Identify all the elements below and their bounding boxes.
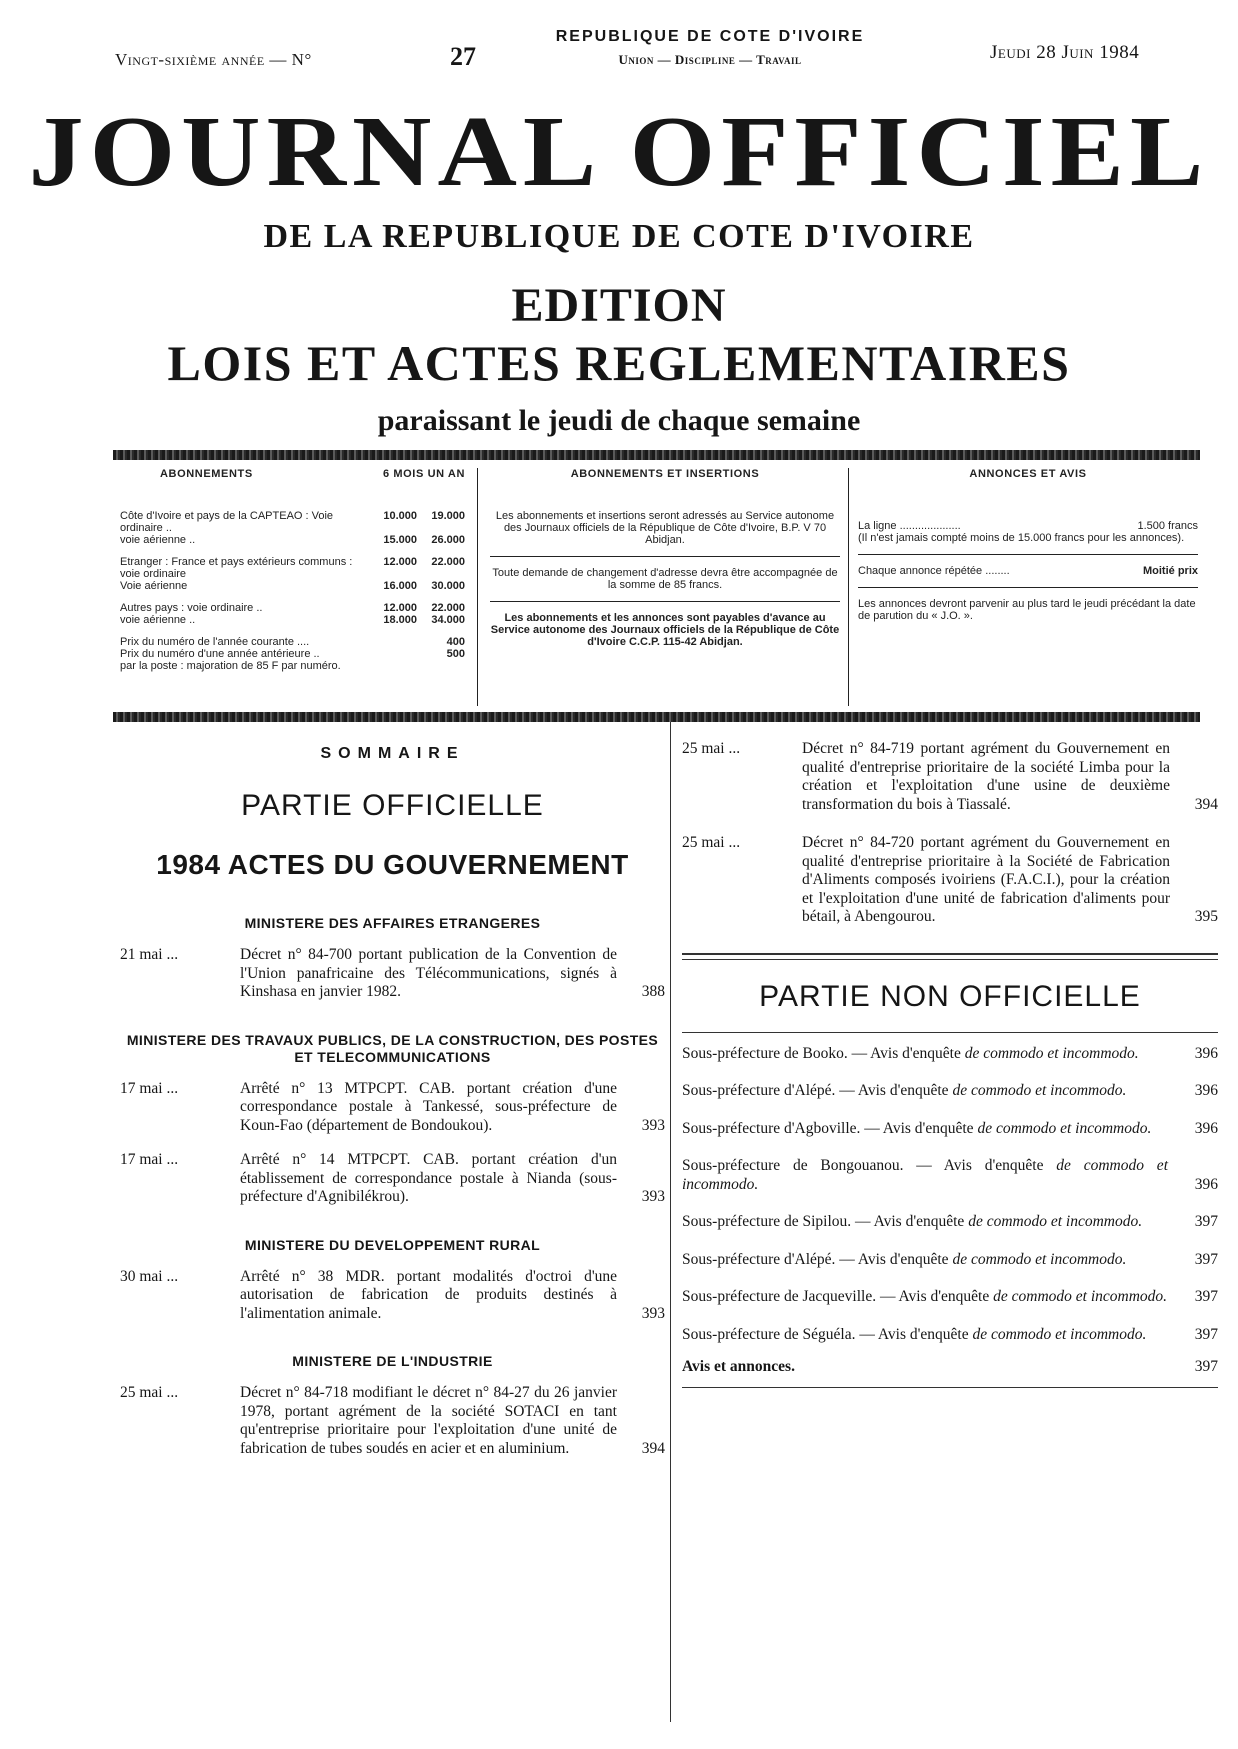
avis-text bbox=[682, 1213, 1168, 1232]
annonce-line-price: 1.500 francs bbox=[1137, 520, 1198, 532]
sommaire-entry bbox=[120, 1151, 665, 1207]
page-number: 395 bbox=[1194, 908, 1218, 925]
avis-place: Sous-préfecture de Jacqueville. — Avis d'enquête bbox=[682, 1288, 990, 1305]
sommaire-right-column bbox=[682, 740, 1218, 1388]
rates-table bbox=[120, 510, 465, 672]
ministry-heading: MINISTERE DES TRAVAUX PUBLICS, DE LA CONSTRUCTION, DES POSTES ET TELECOMMUNICATIONS bbox=[126, 1031, 659, 1065]
rate-row bbox=[120, 648, 465, 660]
avis-entry bbox=[682, 1120, 1218, 1139]
rate-row bbox=[120, 556, 465, 580]
avis-entry bbox=[682, 1082, 1218, 1101]
page-number: 394 bbox=[641, 1439, 665, 1457]
rate-row bbox=[120, 636, 465, 648]
rate-six-months: 15.000 bbox=[383, 534, 417, 546]
rate-label: Voie aérienne bbox=[120, 580, 188, 592]
page-number: 393 bbox=[641, 1188, 665, 1205]
ministries-list bbox=[120, 915, 665, 1458]
rate-six-months bbox=[369, 636, 417, 648]
subscriptions-header: ABONNEMENTS bbox=[160, 468, 253, 480]
section-rule bbox=[682, 1387, 1218, 1388]
journal-title: JOURNAL OFFICIEL bbox=[28, 94, 1210, 208]
subscriptions-period-header: 6 MOIS UN AN bbox=[383, 468, 465, 480]
annonce-repeat-label: Chaque annonce répétée ........ bbox=[858, 565, 1010, 577]
page-number: 397 bbox=[1194, 1325, 1218, 1343]
avis-commodo: de commodo et incommodo. bbox=[952, 1250, 1127, 1268]
avis-place: Sous-préfecture de Séguéla. — Avis d'enquête bbox=[682, 1325, 969, 1343]
box-divider bbox=[477, 468, 478, 706]
national-motto: Union — Discipline — Travail bbox=[618, 52, 802, 67]
rate-label: par la poste : majoration de 85 F par numéro. bbox=[120, 660, 341, 672]
box-divider bbox=[848, 468, 849, 706]
issue-year-label: Vingt-sixième année — N° bbox=[115, 50, 312, 69]
avis-text bbox=[682, 1045, 1168, 1064]
avis-entry bbox=[682, 1326, 1218, 1345]
entry-date: 25 mai ... bbox=[682, 740, 741, 757]
rate-one-year: 22.000 bbox=[431, 556, 465, 568]
sommaire-entry bbox=[120, 946, 665, 1002]
rate-six-months bbox=[369, 648, 417, 660]
annonce-repeat-price: Moitié prix bbox=[1142, 565, 1198, 577]
annonces-header: ANNONCES ET AVIS bbox=[969, 468, 1087, 480]
page-number: 396 bbox=[1194, 1119, 1218, 1137]
column-divider bbox=[670, 722, 671, 1722]
insertions-address: Les abonnements et insertions seront adressés au Service autonome des Journaux officiels de la République de Côte d'Ivoire, B.P. V 70 Abidjan. bbox=[495, 510, 835, 546]
rate-row bbox=[120, 534, 465, 546]
annonce-line-label: La ligne .................... bbox=[858, 520, 961, 532]
actes-heading: 1984 ACTES DU GOUVERNEMENT bbox=[156, 849, 629, 880]
rate-label: Etranger : France et pays extérieurs communs : voie ordinaire bbox=[120, 556, 353, 580]
rate-row bbox=[120, 580, 465, 592]
top-hatched-rule bbox=[113, 450, 1200, 460]
rate-label: voie aérienne .. bbox=[120, 534, 196, 546]
sommaire-heading: SOMMAIRE bbox=[320, 745, 465, 762]
avis-text bbox=[682, 1082, 1168, 1101]
entry-date: 21 mai ... bbox=[120, 946, 179, 963]
rate-row bbox=[120, 660, 465, 672]
avis-commodo: de commodo et incommodo. bbox=[968, 1213, 1143, 1230]
avis-entry bbox=[682, 1251, 1218, 1270]
avis-place: Sous-préfecture de Bongouanou. — Avis d'enquête bbox=[682, 1157, 1044, 1174]
entry-text: Décret n° 84-700 portant publication de la Convention de l'Union panafricaine des Télécommunications, signés à Kinshasa en janvier 1982. bbox=[240, 946, 617, 1000]
page-number: 396 bbox=[1194, 1044, 1218, 1062]
rate-label: Prix du numéro de l'année courante .... bbox=[120, 636, 310, 648]
entry-text: Arrêté n° 38 MDR. portant modalités d'octroi d'une autorisation de fabrication de produits destinés à l'alimentation animale. bbox=[240, 1267, 617, 1322]
avis-entry bbox=[682, 1288, 1218, 1307]
section-rule bbox=[682, 953, 1218, 960]
rate-label: voie aérienne .. bbox=[120, 614, 196, 626]
rate-one-year: 34.000 bbox=[431, 614, 465, 626]
annonce-deadline: Les annonces devront parvenir au plus tard le jeudi précédant la date de parution du « J.O. ». bbox=[858, 598, 1196, 622]
rate-one-year: 500 bbox=[446, 648, 465, 660]
sommaire-entry bbox=[682, 740, 1218, 814]
decrees-list bbox=[682, 740, 1218, 927]
avis-commodo: de commodo et incommodo. bbox=[972, 1325, 1147, 1343]
sommaire-entry bbox=[120, 1384, 665, 1458]
avis-annonces-row bbox=[682, 1358, 1218, 1377]
page-number: 397 bbox=[1194, 1250, 1218, 1268]
rate-one-year: 400 bbox=[446, 636, 465, 648]
entry-date: 17 mai ... bbox=[120, 1151, 179, 1168]
page-number: 393 bbox=[641, 1304, 665, 1322]
rate-six-months: 10.000 bbox=[383, 510, 417, 522]
avis-commodo: de commodo et incommodo. bbox=[952, 1082, 1127, 1099]
republic-header bbox=[520, 28, 900, 68]
rate-one-year: 22.000 bbox=[431, 602, 465, 614]
rate-six-months: 12.000 bbox=[383, 602, 417, 614]
rate-row bbox=[120, 510, 465, 534]
sommaire-left-column bbox=[120, 745, 665, 1458]
rate-one-year: 26.000 bbox=[431, 534, 465, 546]
edition-label: EDITION bbox=[511, 279, 727, 332]
avis-place: Sous-préfecture d'Alépé. — Avis d'enquête bbox=[682, 1082, 949, 1099]
rate-row bbox=[120, 602, 465, 614]
subscriptions-column bbox=[120, 468, 465, 706]
entry-text: Décret n° 84-719 portant agrément du Gouvernement en qualité d'entreprise prioritaire de la société Limba pour la création et l'exploitation d'une usine de deuxième transformation du bois à Tiassalé. bbox=[802, 740, 1170, 813]
page-number: 396 bbox=[1194, 1175, 1218, 1193]
bottom-hatched-rule bbox=[113, 712, 1200, 722]
rate-one-year: 19.000 bbox=[431, 510, 465, 522]
ministry-heading: MINISTERE DES AFFAIRES ETRANGERES bbox=[244, 915, 541, 931]
rate-label: Prix du numéro d'une année antérieure .. bbox=[120, 648, 320, 660]
insertions-header: ABONNEMENTS ET INSERTIONS bbox=[570, 468, 760, 480]
avis-place: Sous-préfecture de Booko. — Avis d'enquête bbox=[682, 1044, 961, 1062]
avis-entry bbox=[682, 1045, 1218, 1064]
section-rule bbox=[682, 1032, 1218, 1033]
entry-date: 25 mai ... bbox=[120, 1384, 179, 1401]
sommaire-entry bbox=[682, 834, 1218, 927]
avis-text bbox=[682, 1157, 1168, 1194]
avis-place: Sous-préfecture de Sipilou. — Avis d'enquête bbox=[682, 1213, 965, 1230]
avis-commodo: de commodo et incommodo. bbox=[977, 1119, 1152, 1137]
partie-officielle-heading: PARTIE OFFICIELLE bbox=[241, 789, 544, 822]
rate-one-year bbox=[417, 660, 465, 672]
avis-entry bbox=[682, 1157, 1218, 1194]
rate-six-months bbox=[369, 660, 417, 672]
rate-one-year: 30.000 bbox=[431, 580, 465, 592]
annonce-minimum-note: (Il n'est jamais compté moins de 15.000 francs pour les annonces). bbox=[858, 532, 1185, 544]
avis-commodo: de commodo et incommodo. bbox=[964, 1044, 1139, 1062]
sommaire-entry bbox=[120, 1268, 665, 1324]
entry-date: 30 mai ... bbox=[120, 1267, 179, 1285]
page-number: 397 bbox=[1194, 1288, 1218, 1305]
edition-name: LOIS ET ACTES REGLEMENTAIRES bbox=[167, 335, 1071, 391]
issue-number: 27 bbox=[450, 42, 476, 71]
entry-text: Décret n° 84-718 modifiant le décret n° 84-27 du 26 janvier 1978, portant agrément de la société SOTACI en tant qu'entreprise prioritaire pour l'exploitation d'une unité de fabrication de tubes soudés en acier et en aluminium. bbox=[240, 1384, 617, 1457]
entry-date: 25 mai ... bbox=[682, 834, 741, 851]
issue-date: Jeudi 28 Juin 1984 bbox=[990, 42, 1140, 63]
avis-place: Sous-préfecture d'Alépé. — Avis d'enquête bbox=[682, 1250, 949, 1268]
entry-text: Arrêté n° 13 MTPCPT. CAB. portant création d'une correspondance postale à Tankessé, sous-préfecture de Koun-Fao (département de Bondoukou). bbox=[240, 1079, 617, 1134]
insertions-column bbox=[490, 468, 840, 706]
avis-text bbox=[682, 1288, 1168, 1307]
page-number: 397 bbox=[1194, 1358, 1218, 1375]
avis-commodo: de commodo et incommodo. bbox=[993, 1288, 1168, 1305]
page-number: 393 bbox=[641, 1116, 665, 1134]
rate-label: Autres pays : voie ordinaire .. bbox=[120, 602, 263, 614]
page-number: 388 bbox=[641, 983, 665, 1000]
entry-text: Arrêté n° 14 MTPCPT. CAB. portant création d'un établissement de correspondance postale à Nianda (sous-préfecture d'Agnibilékrou). bbox=[240, 1151, 617, 1205]
page-number: 396 bbox=[1194, 1082, 1218, 1099]
insertions-address-change: Toute demande de changement d'adresse devra être accompagnée de la somme de 85 francs. bbox=[492, 567, 838, 591]
entry-text: Décret n° 84-720 portant agrément du Gouvernement en qualité d'entreprise prioritaire à la Société de Fabrication d'Aliments composés ivoiriens (F.A.C.I.), pour la création et l'exploitation d'une unité de fabrication d'aliments pour bétail, à Abengourou. bbox=[802, 834, 1170, 925]
republic-name: REPUBLIQUE DE COTE D'IVOIRE bbox=[555, 28, 865, 45]
avis-text bbox=[682, 1120, 1168, 1139]
insertions-payment: Les abonnements et les annonces sont payables d'avance au Service autonome des Journaux officiels de la République de Côte d'Ivoire C.C.P. 115-42 Abidjan. bbox=[490, 612, 840, 648]
sommaire-entry bbox=[120, 1080, 665, 1136]
avis-place: Sous-préfecture d'Agboville. — Avis d'enquête bbox=[682, 1119, 974, 1137]
avis-commodo: de commodo et incommodo. bbox=[682, 1157, 1168, 1193]
journal-subtitle: DE LA REPUBLIQUE DE COTE D'IVOIRE bbox=[263, 218, 975, 255]
avis-entry bbox=[682, 1213, 1218, 1232]
page-number: 394 bbox=[1194, 795, 1218, 813]
avis-text bbox=[682, 1251, 1168, 1270]
annonces-column bbox=[858, 468, 1198, 706]
ministry-heading: MINISTERE DE L'INDUSTRIE bbox=[292, 1353, 493, 1369]
avis-list bbox=[682, 1045, 1218, 1345]
avis-text bbox=[682, 1326, 1168, 1345]
entry-date: 17 mai ... bbox=[120, 1079, 179, 1097]
rate-label: Côte d'Ivoire et pays de la CAPTEAO : Voie ordinaire .. bbox=[120, 510, 334, 534]
publication-frequency: paraissant le jeudi de chaque semaine bbox=[377, 404, 861, 437]
avis-annonces-label: Avis et annonces. bbox=[682, 1358, 795, 1375]
rate-six-months: 12.000 bbox=[383, 556, 417, 568]
rate-six-months: 16.000 bbox=[383, 580, 417, 592]
rate-six-months: 18.000 bbox=[383, 614, 417, 626]
page-number: 397 bbox=[1194, 1213, 1218, 1230]
ministry-heading: MINISTERE DU DEVELOPPEMENT RURAL bbox=[244, 1236, 541, 1253]
rate-row bbox=[120, 614, 465, 626]
partie-non-officielle-heading: PARTIE NON OFFICIELLE bbox=[759, 979, 1141, 1013]
